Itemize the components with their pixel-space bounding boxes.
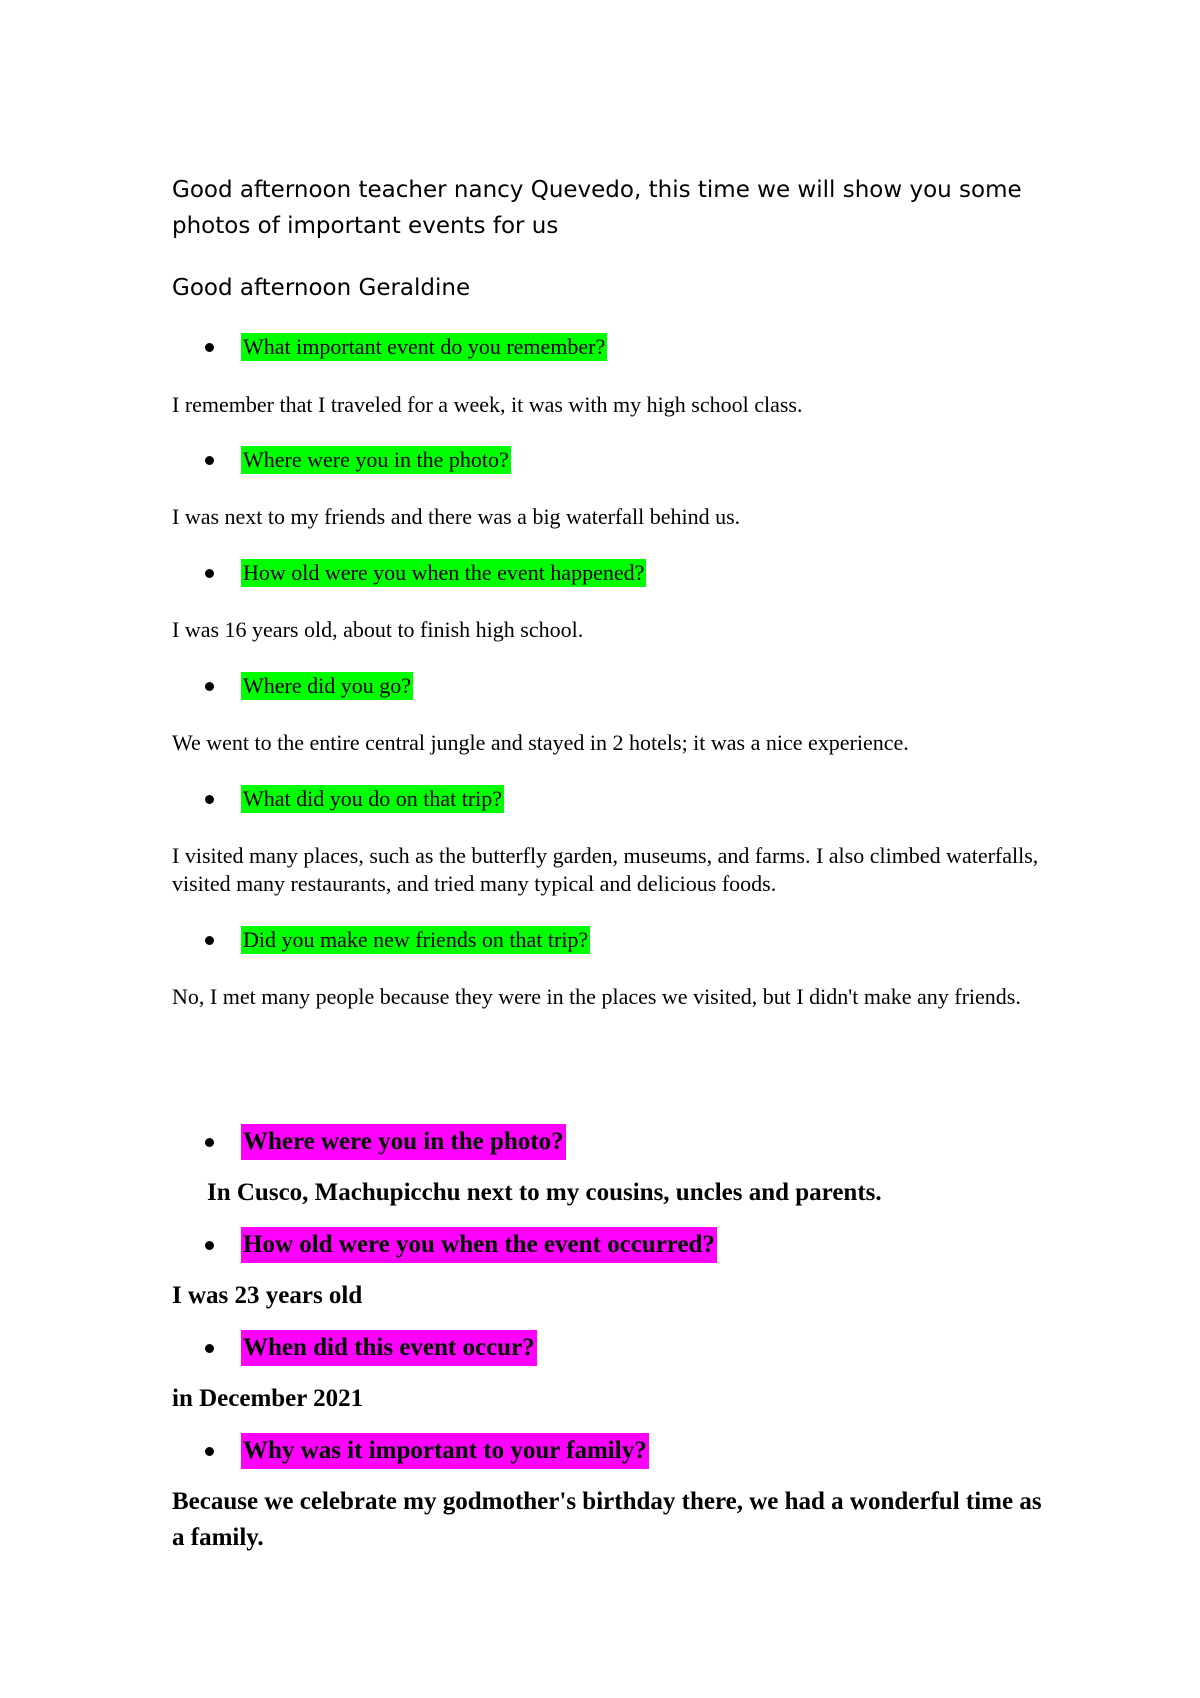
bullet-icon bbox=[205, 682, 214, 691]
question-text: What did you do on that trip? bbox=[243, 786, 503, 811]
answer-text: I was 23 years old bbox=[172, 1282, 363, 1309]
question-item bbox=[205, 1124, 566, 1160]
question-item bbox=[205, 559, 646, 587]
question-item bbox=[205, 672, 413, 700]
question-item bbox=[205, 1330, 537, 1366]
question-item bbox=[205, 785, 504, 813]
question-text: Where were you in the photo? bbox=[243, 447, 509, 472]
question-text: How old were you when the event happened? bbox=[243, 560, 645, 585]
question-item bbox=[205, 1227, 717, 1263]
bullet-icon bbox=[205, 343, 214, 352]
question-item bbox=[205, 1433, 649, 1469]
question-text: Where were you in the photo? bbox=[241, 1124, 566, 1160]
answer-text: I was next to my friends and there was a big waterfall behind us. bbox=[172, 504, 741, 529]
bullet-icon bbox=[205, 1138, 214, 1147]
question-item bbox=[205, 333, 607, 361]
question-text: Did you make new friends on that trip? bbox=[243, 927, 589, 952]
bullet-icon bbox=[205, 795, 214, 804]
intro-greeting: Good afternoon teacher nancy Quevedo, this time we will show you some photos of important events for us bbox=[172, 177, 1022, 239]
question-text: How old were you when the event occurred? bbox=[241, 1227, 717, 1263]
answer-text: I was 16 years old, about to finish high school. bbox=[172, 617, 584, 642]
question-item bbox=[205, 446, 511, 474]
answer-text: I visited many places, such as the butterfly garden, museums, and farms. I also climbed waterfalls, visited many restaurants, and tried many typical and delicious foods. bbox=[172, 843, 1039, 896]
question-text: When did this event occur? bbox=[241, 1330, 537, 1366]
bullet-icon bbox=[205, 1447, 214, 1456]
bullet-icon bbox=[205, 1344, 214, 1353]
question-text: Why was it important to your family? bbox=[241, 1433, 649, 1469]
bullet-icon bbox=[205, 1241, 214, 1250]
answer-text: In Cusco, Machupicchu next to my cousins, uncles and parents. bbox=[207, 1179, 882, 1206]
bullet-icon bbox=[205, 569, 214, 578]
answer-text: Because we celebrate my godmother's birthday there, we had a wonderful time as a family. bbox=[172, 1488, 1042, 1551]
question-item bbox=[205, 926, 590, 954]
answer-text: We went to the entire central jungle and stayed in 2 hotels; it was a nice experience. bbox=[172, 730, 909, 755]
answer-text: in December 2021 bbox=[172, 1385, 364, 1412]
answer-text: No, I met many people because they were in the places we visited, but I didn't make any friends. bbox=[172, 984, 1021, 1009]
question-text: What important event do you remember? bbox=[243, 334, 606, 359]
bullet-icon bbox=[205, 936, 214, 945]
bullet-icon bbox=[205, 456, 214, 465]
intro-greeting-geraldine: Good afternoon Geraldine bbox=[172, 275, 471, 301]
question-text: Where did you go? bbox=[243, 673, 411, 698]
answer-text: I remember that I traveled for a week, it was with my high school class. bbox=[172, 392, 803, 417]
